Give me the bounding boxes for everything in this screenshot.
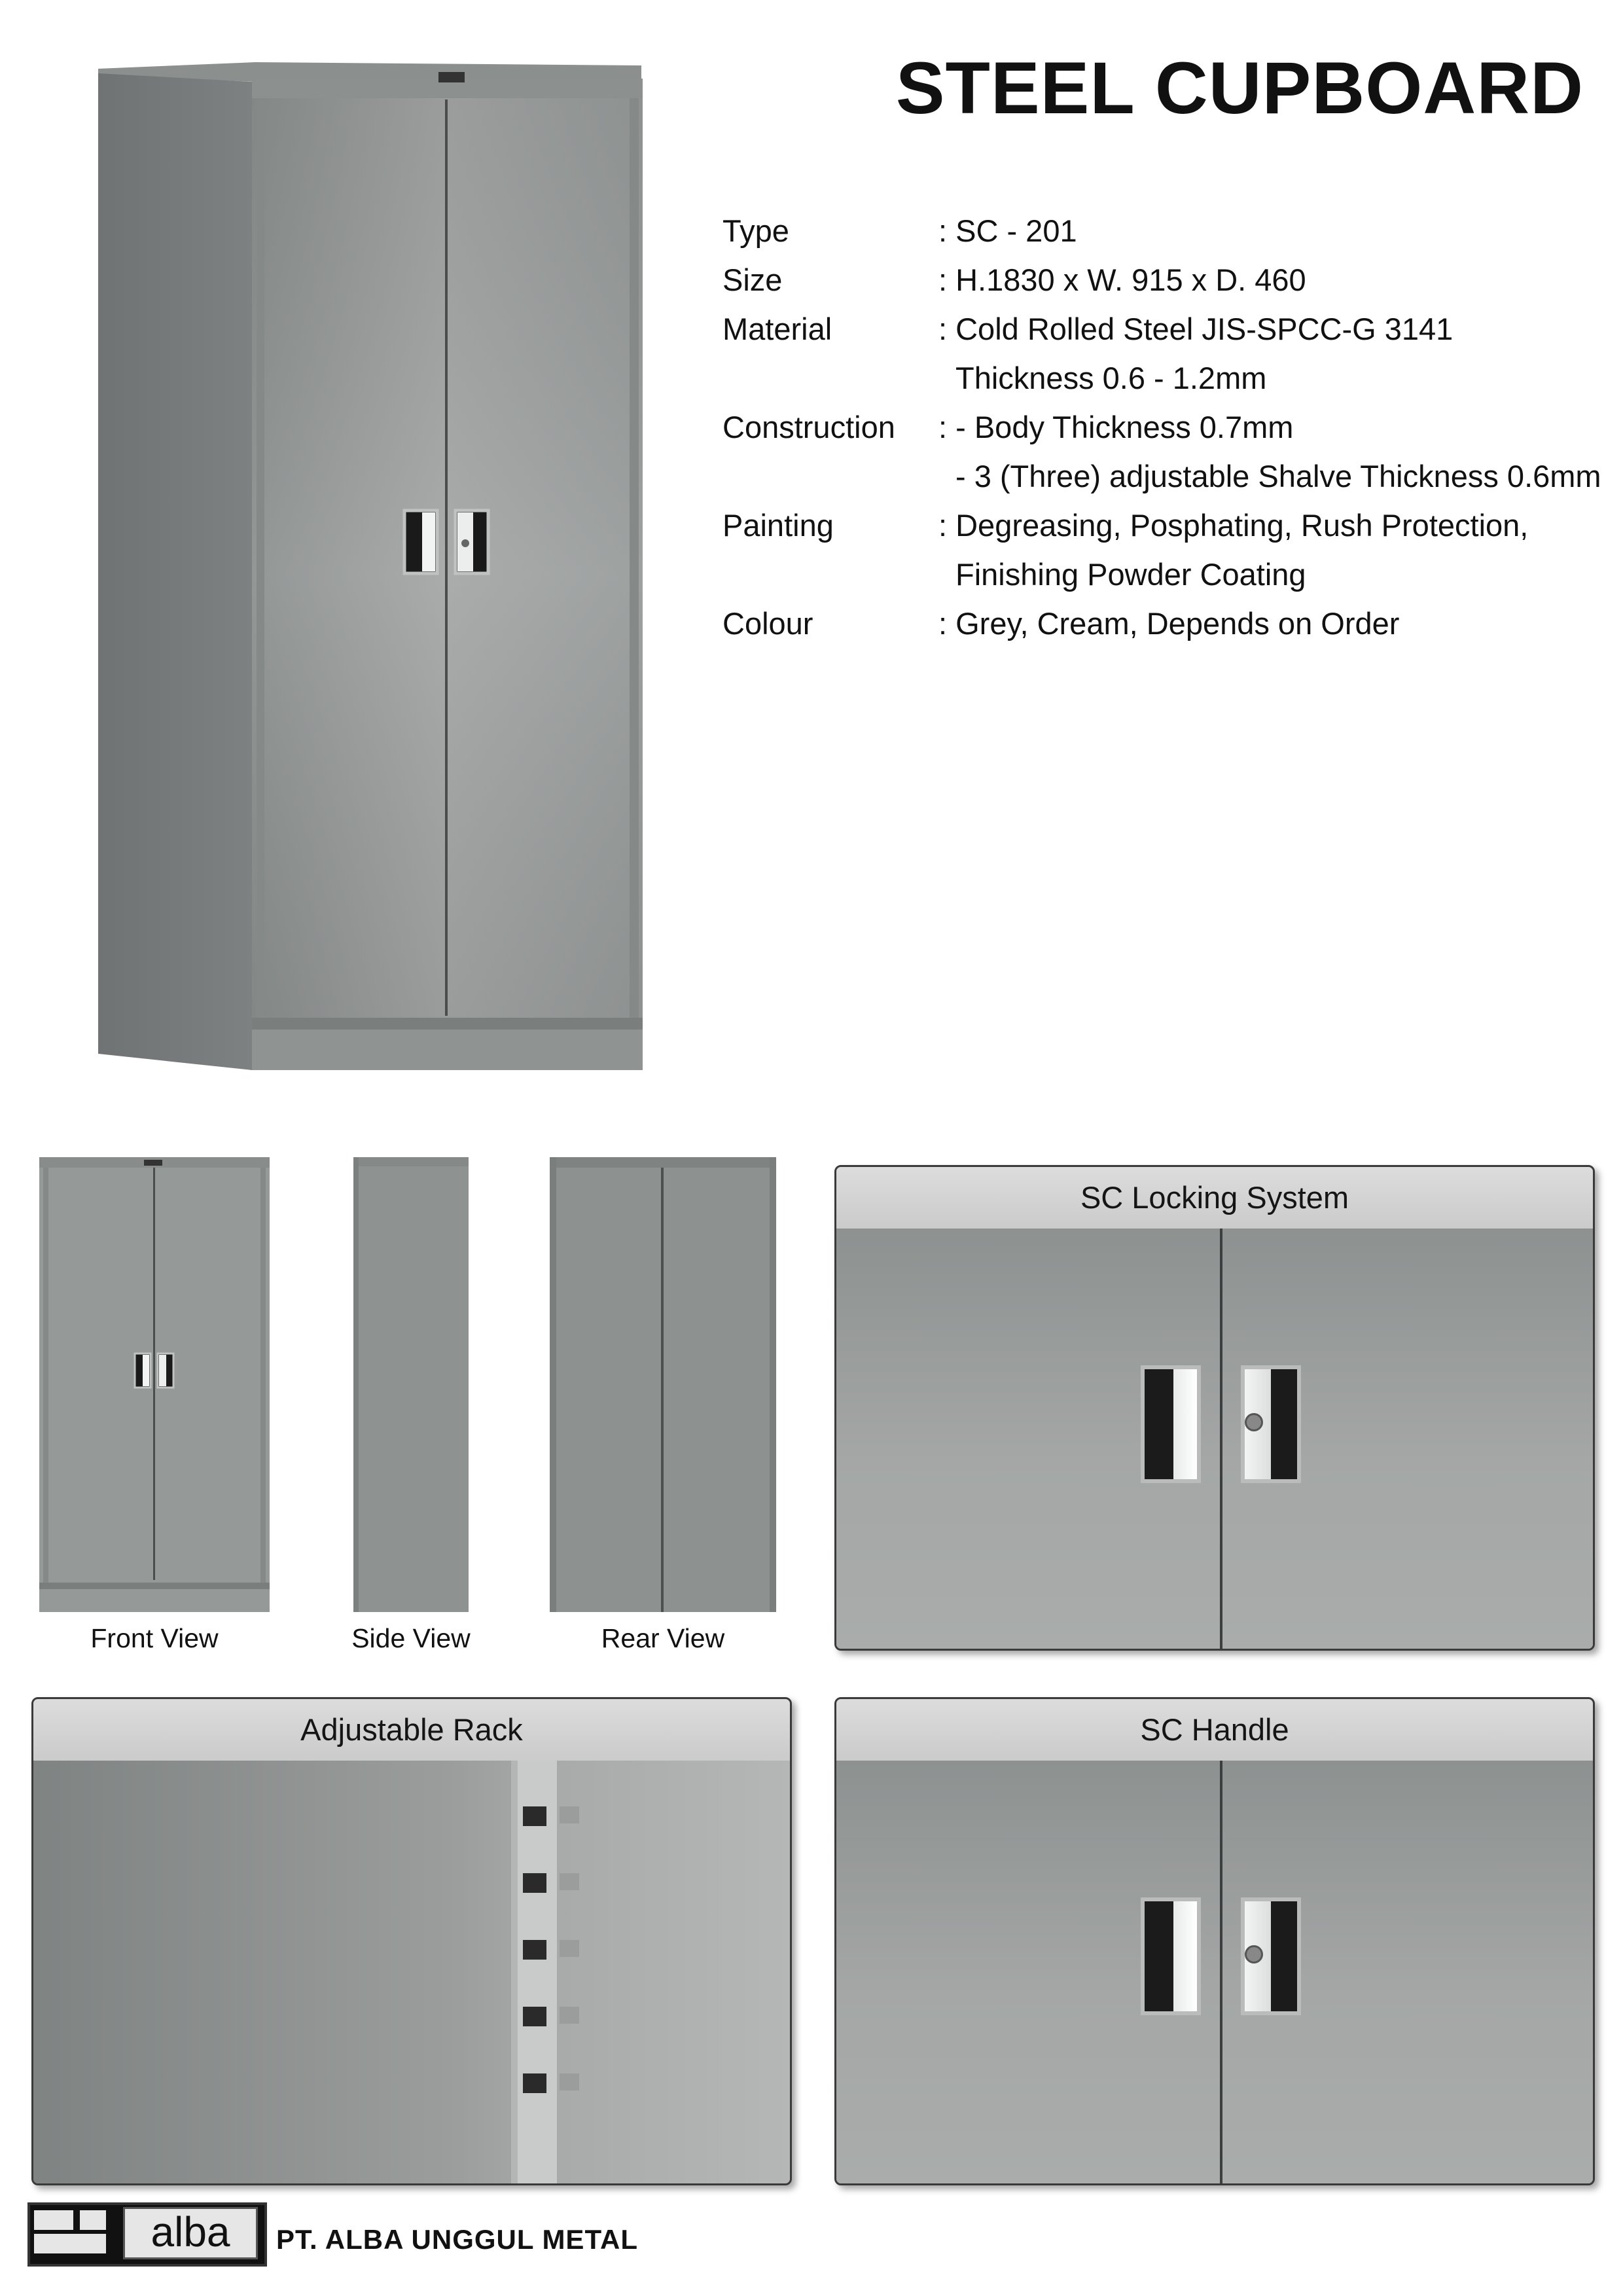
spec-value-material: : Cold Rolled Steel JIS-SPCC-G 3141 bbox=[938, 312, 1454, 346]
spec-value-painting: : Degreasing, Posphating, Rush Protection, bbox=[938, 508, 1529, 543]
locking-system-panel bbox=[834, 1165, 1595, 1651]
spec-value-construction-cont: - 3 (Three) adjustable Shalve Thickness 0.6mm bbox=[955, 459, 1601, 493]
lock-icon bbox=[1245, 1945, 1263, 1964]
spec-label-material: Material bbox=[722, 312, 832, 346]
spec-value-type: : SC - 201 bbox=[938, 213, 1077, 248]
lock-icon bbox=[1245, 1413, 1263, 1431]
spec-value-material-cont: Thickness 0.6 - 1.2mm bbox=[955, 361, 1267, 395]
spec-label-type: Type bbox=[722, 213, 789, 248]
spec-label-size: Size bbox=[722, 262, 783, 297]
spec-value-colour: : Grey, Cream, Depends on Order bbox=[938, 606, 1400, 641]
locking-system-image bbox=[836, 1229, 1593, 1649]
spec-value-size: : H.1830 x W. 915 x D. 460 bbox=[938, 262, 1306, 297]
spec-label-construction: Construction bbox=[722, 410, 895, 444]
page-title: STEEL CUPBOARD bbox=[895, 47, 1584, 129]
logo-wordmark: alba bbox=[123, 2207, 258, 2259]
side-view-label: Side View bbox=[351, 1623, 471, 1653]
spec-label-colour: Colour bbox=[722, 606, 813, 641]
door-seam bbox=[1220, 1229, 1222, 1649]
adjustable-rack-image bbox=[33, 1761, 790, 2183]
front-view-label: Front View bbox=[90, 1623, 219, 1653]
spec-value-painting-cont: Finishing Powder Coating bbox=[955, 557, 1306, 592]
locking-system-title: SC Locking System bbox=[836, 1167, 1593, 1229]
adjustable-rack-panel bbox=[31, 1697, 792, 2185]
spec-value-construction: : - Body Thickness 0.7mm bbox=[938, 410, 1294, 444]
door-seam bbox=[1220, 1761, 1222, 2183]
door-handle-left bbox=[1141, 1897, 1201, 2015]
sc-handle-panel bbox=[834, 1697, 1595, 2185]
company-name: PT. ALBA UNGGUL METAL bbox=[276, 2224, 638, 2255]
door-handle-left bbox=[1141, 1365, 1201, 1483]
sc-handle-image bbox=[836, 1761, 1593, 2183]
rear-view-label: Rear View bbox=[601, 1623, 725, 1653]
spec-label-painting: Painting bbox=[722, 508, 834, 543]
adjustable-rack-title: Adjustable Rack bbox=[33, 1699, 790, 1761]
sc-handle-title: SC Handle bbox=[836, 1699, 1593, 1761]
